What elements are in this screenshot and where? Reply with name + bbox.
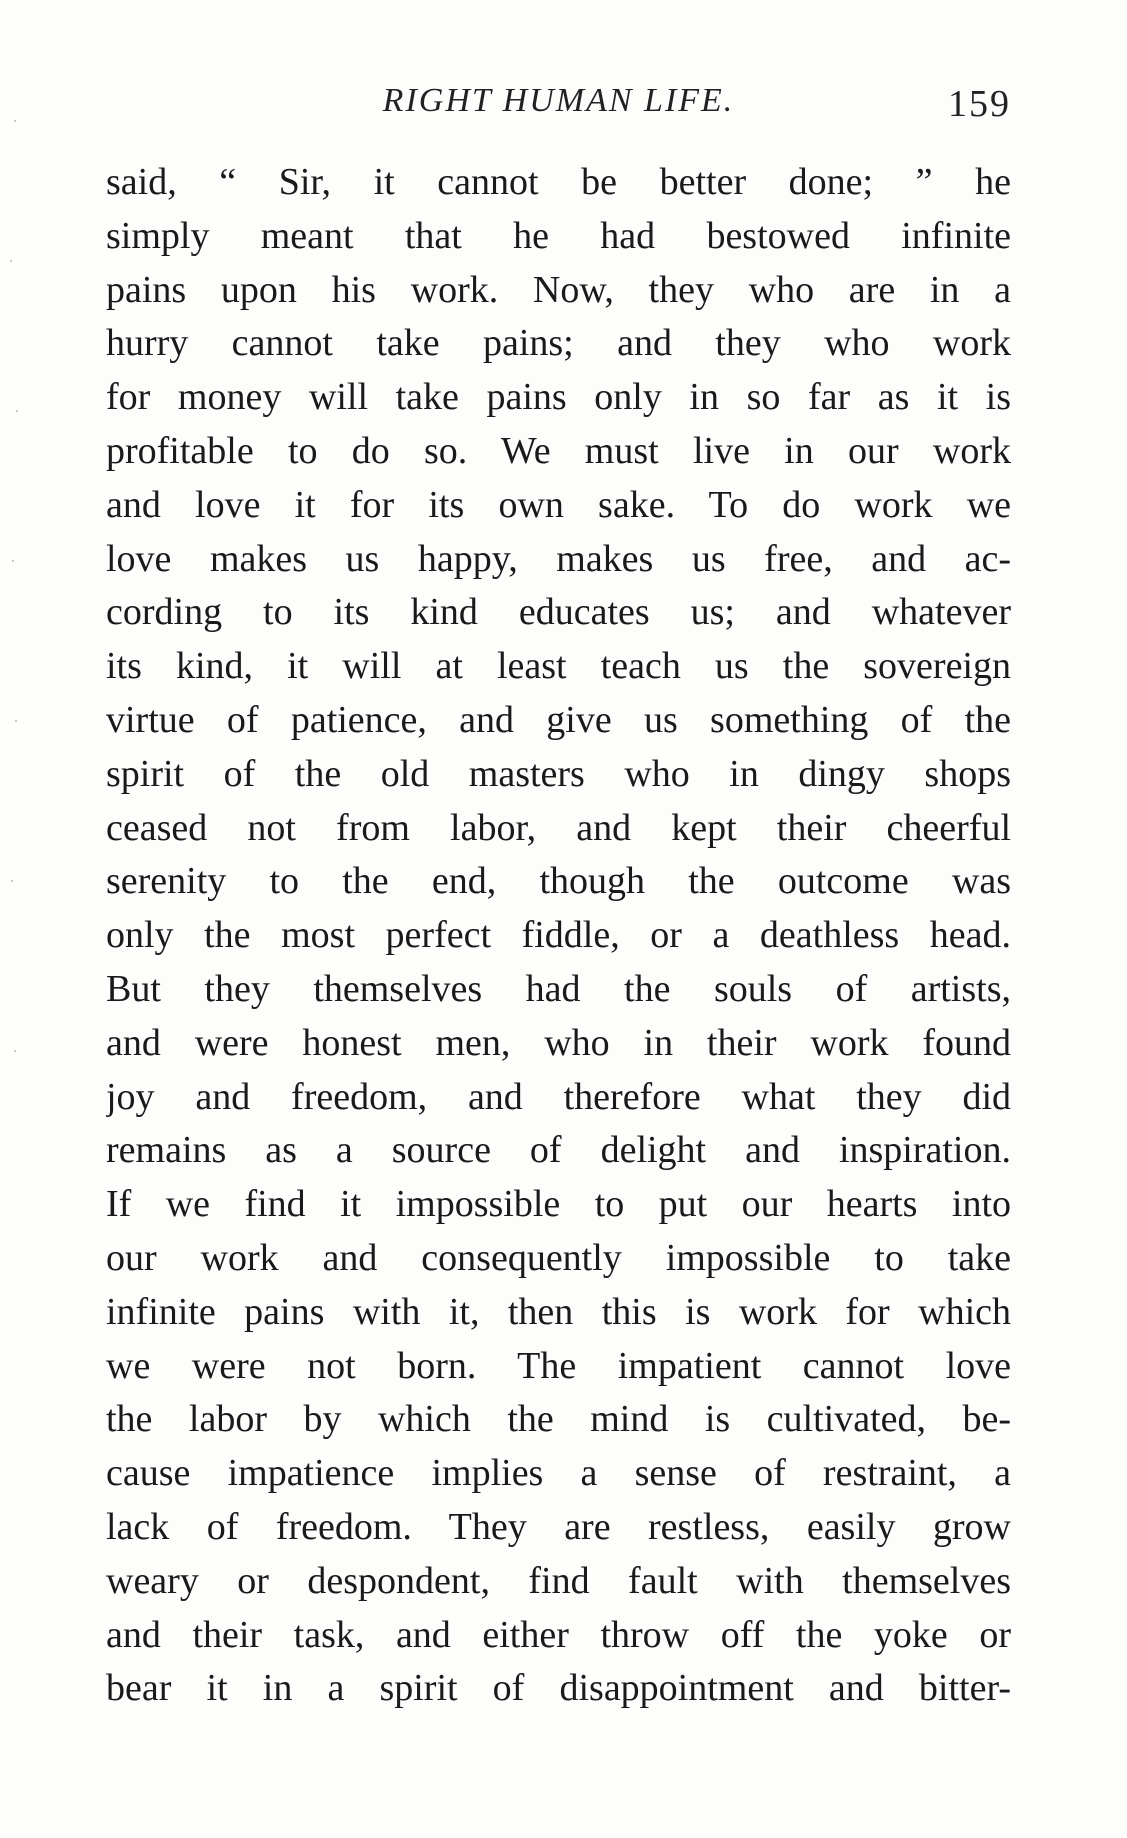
text-line: ceased not from labor, and kept their cheerful (106, 806, 1011, 849)
text-line: lack of freedom. They are restless, easily grow (106, 1505, 1011, 1548)
text-line: If we find it impossible to put our hearts into (106, 1183, 1011, 1226)
text-line: said, “ Sir, it cannot be better done; ” he (106, 161, 1011, 203)
running-head: RIGHT HUMAN LIFE. (382, 82, 735, 119)
text-line: cording to its kind educates us; and whatever (106, 591, 1011, 634)
page-header (106, 82, 1011, 132)
body-text (106, 156, 1011, 1716)
scan-speck (11, 880, 13, 882)
scan-speck (14, 1050, 16, 1052)
text-line: remains as a source of delight and inspiration. (106, 1129, 1011, 1172)
text-line: love makes us happy, makes us free, and ac- (106, 537, 1011, 580)
page-number: 159 (948, 83, 1011, 125)
text-line: and love it for its own sake. To do work we (106, 483, 1011, 526)
text-line: for money will take pains only in so far as it is (106, 376, 1011, 419)
text-line: the labor by which the mind is cultivated, be- (106, 1398, 1011, 1441)
text-line: and were honest men, who in their work found (106, 1021, 1011, 1064)
text-line: serenity to the end, though the outcome was (106, 860, 1011, 903)
text-line: cause impatience implies a sense of restraint, a (106, 1452, 1011, 1495)
text-line: bear it in a spirit of disappointment and bitter- (106, 1667, 1011, 1710)
text-line: hurry cannot take pains; and they who work (106, 322, 1011, 365)
scan-speck (14, 120, 16, 122)
text-line: our work and consequently impossible to take (106, 1236, 1011, 1279)
text-line: weary or despondent, find fault with themselves (106, 1559, 1011, 1602)
scan-speck (16, 410, 18, 412)
text-line: simply meant that he had bestowed infinite (106, 214, 1011, 257)
text-line: its kind, it will at least teach us the sovereign (106, 645, 1011, 688)
scan-speck (10, 260, 12, 262)
text-line: infinite pains with it, then this is work for which (106, 1290, 1011, 1333)
text-line: profitable to do so. We must live in our work (106, 429, 1011, 472)
text-line: spirit of the old masters who in dingy shops (106, 752, 1011, 795)
text-line: But they themselves had the souls of artists, (106, 967, 1011, 1010)
scan-speck (15, 720, 17, 722)
text-line: we were not born. The impatient cannot love (106, 1344, 1011, 1387)
scan-speck (12, 560, 14, 562)
text-line: and their task, and either throw off the yoke or (106, 1613, 1011, 1656)
text-line: virtue of patience, and give us something of the (106, 698, 1011, 741)
text-line: joy and freedom, and therefore what they did (106, 1075, 1011, 1118)
text-line: only the most perfect fiddle, or a deathless head. (106, 914, 1011, 957)
text-line: pains upon his work. Now, they who are in a (106, 268, 1011, 311)
